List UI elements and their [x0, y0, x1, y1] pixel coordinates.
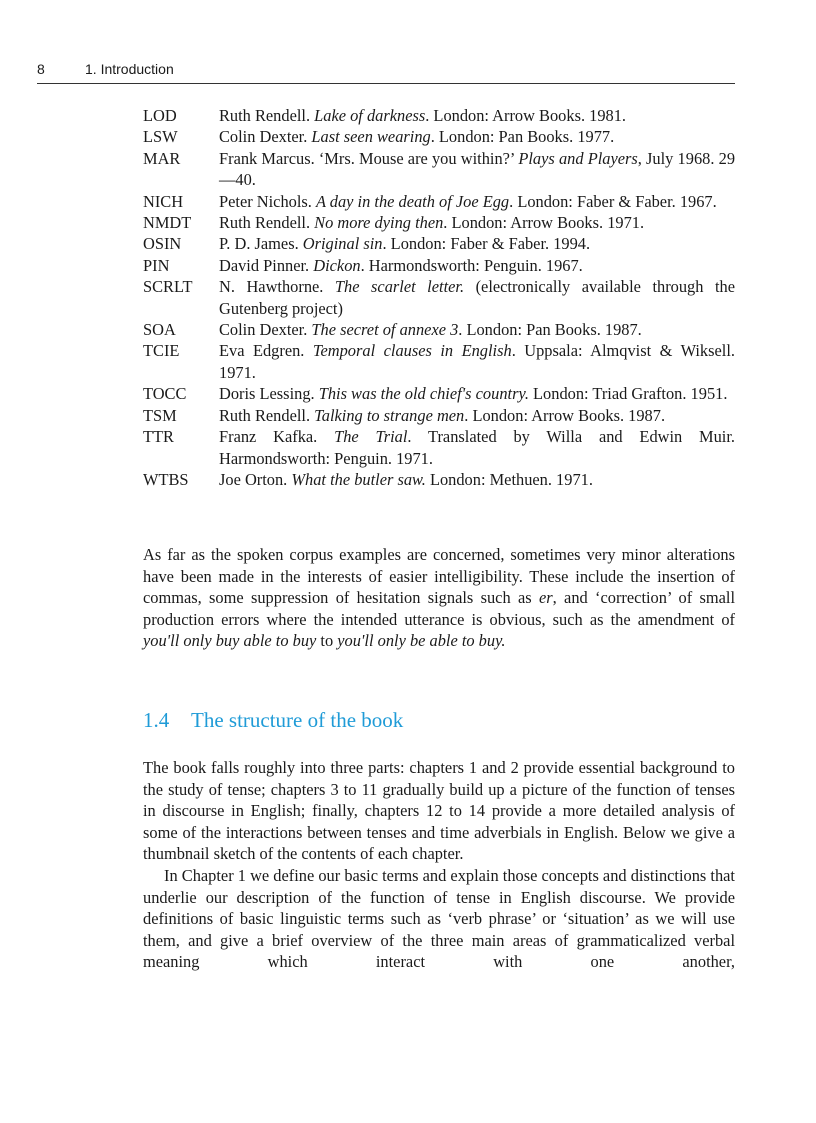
source-abbreviation: LOD: [143, 106, 177, 125]
source-entry: [143, 212, 735, 233]
source-reference: N. Hawthorne. The scarlet letter. (electronically available through the Gutenberg project): [219, 277, 735, 318]
section-title: The structure of the book: [191, 708, 404, 732]
source-abbreviation-list: [143, 105, 735, 490]
source-title: The scarlet letter.: [334, 277, 465, 297]
source-entry: [143, 405, 735, 426]
source-abbreviation: LSW: [143, 127, 178, 147]
chapter-title: 1. Introduction: [85, 61, 174, 77]
source-title: No more dying then: [314, 213, 444, 233]
source-reference: Ruth Rendell. Lake of darkness. London: Arrow Books. 1981.: [219, 106, 627, 125]
example-amended: you'll only be able to buy.: [337, 631, 506, 651]
source-title: Plays and Players: [518, 148, 638, 168]
source-abbreviation: NICH: [143, 191, 184, 211]
section-number: 1.4: [143, 708, 170, 732]
source-reference: Doris Lessing. This was the old chief's country. London: Triad Grafton. 1951.: [219, 384, 728, 404]
example-er: er: [538, 588, 553, 608]
running-head: [37, 59, 735, 84]
source-title: What the butler saw.: [291, 469, 426, 489]
source-entry: [143, 255, 735, 276]
source-title: Lake of darkness: [314, 106, 426, 125]
source-title: Last seen wearing: [311, 127, 431, 147]
source-reference: Frank Marcus. ‘Mrs. Mouse are you within?’ Plays and Players, July 1968. 29—40.: [219, 148, 736, 190]
source-entry: [143, 340, 735, 383]
body-paragraph: In Chapter 1 we define our basic terms and explain those concepts and distinctions that underlie our description of the function of tense in English discourse. We provide definitions of basic linguistic terms such as ‘verb phrase’ or ‘situation’ as we will use them, and give a brief overview of the three main areas of grammaticalized verbal meaning which interact with one another,: [143, 865, 735, 972]
source-abbreviation: TOCC: [143, 384, 187, 404]
source-entry: [143, 276, 735, 319]
source-reference: Joe Orton. What the butler saw. London: Methuen. 1971.: [219, 469, 593, 489]
source-abbreviation: PIN: [143, 255, 170, 275]
page-number: 8: [37, 61, 45, 77]
source-abbreviation: OSIN: [143, 234, 182, 254]
source-abbreviation: SCRLT: [143, 277, 193, 297]
source-title: Original sin: [302, 234, 383, 254]
source-reference: P. D. James. Original sin. London: Faber & Faber. 1994.: [219, 234, 591, 254]
source-entry: [143, 426, 735, 469]
source-title: The secret of annexe 3: [311, 320, 459, 340]
example-original: you'll only buy able to buy: [143, 631, 317, 651]
source-title: This was the old chief's country.: [318, 384, 529, 404]
source-reference: Ruth Rendell. No more dying then. London: Arrow Books. 1971.: [219, 213, 645, 233]
source-abbreviation: MAR: [143, 148, 181, 168]
source-entry: [143, 233, 735, 254]
source-abbreviation: WTBS: [143, 469, 189, 489]
source-abbreviation: NMDT: [143, 213, 192, 233]
source-entry: [143, 319, 735, 340]
source-title: A day in the death of Joe Egg: [315, 191, 510, 211]
source-entry: [143, 105, 735, 126]
source-entry: [143, 191, 735, 212]
source-abbreviation: TSM: [143, 405, 177, 425]
source-title: Temporal clauses in English: [312, 341, 512, 361]
source-entry: [143, 148, 735, 191]
source-reference: Colin Dexter. Last seen wearing. London: Pan Books. 1977.: [219, 127, 615, 147]
source-entry: [143, 383, 735, 404]
section-body: [143, 757, 735, 973]
source-abbreviation: TTR: [143, 427, 174, 447]
source-abbreviation: SOA: [143, 320, 176, 340]
source-reference: David Pinner. Dickon. Harmondsworth: Penguin. 1967.: [219, 255, 583, 275]
source-reference: Franz Kafka. The Trial. Translated by Willa and Edwin Muir. Harmondsworth: Penguin. 1971.: [219, 427, 736, 468]
body-paragraph: The book falls roughly into three parts: chapters 1 and 2 provide essential background to the study of tense; chapters 3 to 11 gradually build up a picture of the function of tenses in discourse in English; finally, chapters 12 to 14 provide a more detailed analysis of some of the interactions between tenses and time adverbials in English. Below we give a thumbnail sketch of the contents of each chapter.: [143, 758, 735, 864]
section-heading: [143, 708, 403, 733]
source-reference: Eva Edgren. Temporal clauses in English. Uppsala: Almqvist & Wiksell. 1971.: [219, 341, 735, 382]
source-reference: Peter Nichols. A day in the death of Joe Egg. London: Faber & Faber. 1967.: [219, 191, 717, 211]
source-title: Talking to strange men: [314, 405, 465, 425]
corpus-note-paragraph: As far as the spoken corpus examples are concerned, sometimes very minor alterations have been made in the interests of easier intelligibility. These include the insertion of commas, some suppression of hesitation signals such as er, and ‘correction’ of small production errors where the intended utterance is obvious, such as the amendment of you'll only buy able to buy to you'll only be able to buy.: [143, 545, 735, 651]
source-entry: [143, 469, 735, 490]
source-title: Dickon: [313, 255, 361, 275]
source-title: The Trial: [334, 427, 408, 447]
source-reference: Colin Dexter. The secret of annexe 3. London: Pan Books. 1987.: [219, 320, 642, 340]
source-abbreviation: TCIE: [143, 341, 180, 361]
source-reference: Ruth Rendell. Talking to strange men. London: Arrow Books. 1987.: [219, 405, 666, 425]
source-entry: [143, 126, 735, 147]
